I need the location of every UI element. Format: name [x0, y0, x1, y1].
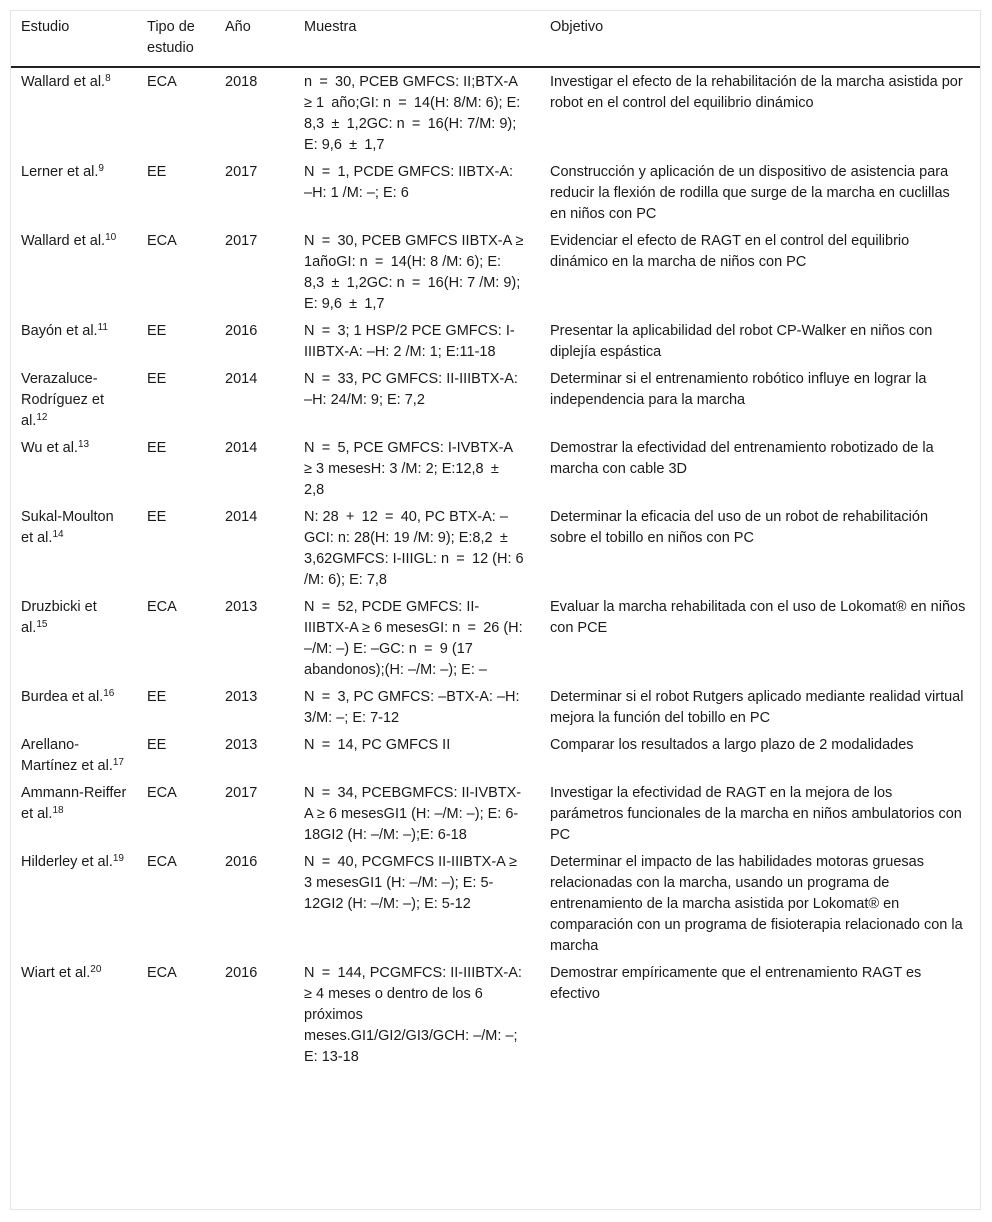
reference-number: 14 — [52, 529, 64, 540]
reference-number: 19 — [112, 853, 124, 864]
reference-number: 10 — [105, 232, 117, 243]
table-row — [11, 317, 980, 365]
study-name: Wu et al. — [21, 440, 78, 456]
study-name: Lerner et al. — [21, 164, 99, 180]
study-name: Burdea et al. — [21, 689, 104, 705]
study-name: Druzbicki et al. — [21, 599, 97, 636]
study-name: Wallard et al. — [21, 233, 106, 249]
cell-muestra: N = 1, PCDE GMFCS: IIBTX-A: –H: 1 /M: –; E: 6 — [304, 164, 514, 201]
table-row — [11, 227, 980, 317]
cell-anio: 2017 — [225, 164, 258, 180]
table-row — [11, 779, 980, 848]
cell-tipo: ECA — [147, 965, 177, 981]
cell-objetivo: Determinar si el robot Rutgers aplicado mediante realidad virtual mejora la función del tobillo en PC — [550, 689, 964, 726]
cell-anio: 2013 — [225, 737, 258, 753]
reference-number: 15 — [36, 619, 48, 630]
cell-tipo: EE — [147, 371, 167, 387]
cell-anio: 2013 — [225, 599, 258, 615]
reference-number: 9 — [98, 163, 104, 174]
cell-estudio — [11, 67, 137, 158]
cell-anio: 2018 — [225, 74, 258, 90]
cell-anio: 2013 — [225, 689, 258, 705]
cell-estudio — [11, 779, 137, 848]
cell-muestra: N = 33, PC GMFCS: II-IIIBTX-A: –H: 24/M: 9; E: 7,2 — [304, 371, 518, 408]
cell-objetivo: Presentar la aplicabilidad del robot CP-Walker en niños con diplejía espástica — [550, 323, 933, 360]
header-anio: Año — [215, 11, 294, 67]
cell-muestra: n = 30, PCEB GMFCS: II;BTX-A ≥ 1 año;GI: n = 14(H: 8/M: 6); E: 8,3 ± 1,2GC: n = 16(H: 7/M: 9); E: 9,6 ± 1,7 — [304, 74, 521, 153]
cell-muestra: N = 5, PCE GMFCS: I-IVBTX-A ≥ 3 mesesH: 3 /M: 2; E:12,8 ± 2,8 — [304, 440, 513, 498]
reference-number: 12 — [36, 412, 48, 423]
cell-muestra: N = 40, PCGMFCS II-IIIBTX-A ≥ 3 mesesGI1 (H: –/M: –); E: 5-12GI2 (H: –/M: –); E: 5-12 — [304, 854, 518, 912]
reference-number: 13 — [77, 439, 90, 450]
cell-estudio — [11, 158, 137, 227]
cell-muestra: N = 52, PCDE GMFCS: II-IIIBTX-A ≥ 6 mesesGI: n = 26 (H: –/M: –) E: –GC: n = 9 (17 abandonos);(H: –/M: –); E: – — [304, 599, 523, 678]
cell-estudio — [11, 317, 137, 365]
cell-objetivo: Comparar los resultados a largo plazo de 2 modalidades — [550, 737, 914, 753]
header-muestra: Muestra — [294, 11, 540, 67]
cell-estudio — [11, 503, 137, 593]
cell-tipo: EE — [147, 737, 167, 753]
header-estudio: Estudio — [11, 11, 137, 67]
cell-muestra: N = 14, PC GMFCS II — [304, 737, 451, 753]
cell-muestra: N = 3; 1 HSP/2 PCE GMFCS: I-IIIBTX-A: –H: 2 /M: 1; E:11-18 — [304, 323, 515, 360]
cell-objetivo: Determinar si el entrenamiento robótico influye en lograr la independencia para la marcha — [550, 371, 927, 408]
header-objetivo: Objetivo — [540, 11, 980, 67]
cell-objetivo: Construcción y aplicación de un dispositivo de asistencia para reducir la flexión de rodilla que surge de la marcha en cuclillas en niños con PC — [550, 164, 950, 222]
table-row — [11, 848, 980, 959]
cell-objetivo: Evidenciar el efecto de RAGT en el control del equilibrio dinámico en la marcha de niños con PC — [550, 233, 910, 270]
study-name: Bayón et al. — [21, 323, 98, 339]
cell-tipo: ECA — [147, 785, 177, 801]
cell-tipo: ECA — [147, 233, 177, 249]
studies-table — [11, 11, 980, 1070]
cell-anio: 2016 — [225, 323, 258, 339]
cell-muestra: N = 34, PCEBGMFCS: II-IVBTX-A ≥ 6 mesesGI1 (H: –/M: –); E: 6-18GI2 (H: –/M: –);E: 6-18 — [304, 785, 522, 843]
table-row — [11, 683, 980, 731]
cell-estudio — [11, 683, 137, 731]
cell-estudio — [11, 593, 137, 683]
cell-tipo: ECA — [147, 854, 177, 870]
study-name: Hilderley et al. — [21, 854, 113, 870]
cell-objetivo: Demostrar la efectividad del entrenamiento robotizado de la marcha con cable 3D — [550, 440, 934, 477]
cell-tipo: EE — [147, 164, 167, 180]
cell-estudio — [11, 731, 137, 779]
table-header-row — [11, 11, 980, 67]
reference-number: 17 — [112, 757, 124, 768]
cell-estudio — [11, 848, 137, 959]
cell-tipo: ECA — [147, 74, 177, 90]
study-name: Verazaluce-Rodríguez et al. — [21, 371, 105, 429]
cell-anio: 2016 — [225, 965, 258, 981]
table-container — [10, 10, 981, 1210]
study-name: Wallard et al. — [21, 74, 106, 90]
cell-objetivo: Demostrar empíricamente que el entrenamiento RAGT es efectivo — [550, 965, 922, 1002]
cell-anio: 2016 — [225, 854, 258, 870]
reference-number: 20 — [90, 964, 102, 975]
cell-anio: 2014 — [225, 440, 258, 456]
cell-anio: 2014 — [225, 509, 258, 525]
table-row — [11, 434, 980, 503]
cell-objetivo: Determinar la eficacia del uso de un robot de rehabilitación sobre el tobillo en niños con PC — [550, 509, 929, 546]
cell-muestra: N = 30, PCEB GMFCS IIBTX-A ≥ 1añoGI: n = 14(H: 8 /M: 6); E: 8,3 ± 1,2GC: n = 16(H: 7 /M: 9); E: 9,6 ± 1,7 — [304, 233, 524, 312]
study-name: Sukal-Moulton et al. — [21, 509, 114, 546]
cell-tipo: ECA — [147, 599, 177, 615]
table-row — [11, 67, 980, 158]
table-row — [11, 365, 980, 434]
reference-number: 11 — [97, 322, 108, 333]
study-name: Arellano-Martínez et al. — [21, 737, 113, 774]
reference-number: 18 — [52, 805, 64, 816]
cell-estudio — [11, 434, 137, 503]
cell-objetivo: Investigar el efecto de la rehabilitación de la marcha asistida por robot en el control del equilibrio dinámico — [550, 74, 963, 111]
cell-anio: 2017 — [225, 785, 258, 801]
study-name: Wiart et al. — [21, 965, 91, 981]
cell-muestra: N: 28 + 12 = 40, PC BTX-A: –GCI: n: 28(H: 19 /M: 9); E:8,2 ± 3,62GMFCS: I-IIIGL: n = 12 (H: 6 /M: 6); E: 7,8 — [304, 509, 524, 588]
study-name: Ammann-Reiffer et al. — [21, 785, 127, 822]
table-row — [11, 959, 980, 1070]
table-row — [11, 158, 980, 227]
header-tipo: Tipo de estudio — [137, 11, 215, 67]
cell-tipo: EE — [147, 323, 167, 339]
table-row — [11, 731, 980, 779]
reference-number: 16 — [103, 688, 115, 699]
table-row — [11, 593, 980, 683]
cell-muestra: N = 3, PC GMFCS: –BTX-A: –H: 3/M: –; E: 7-12 — [304, 689, 520, 726]
cell-estudio — [11, 227, 137, 317]
cell-objetivo: Determinar el impacto de las habilidades motoras gruesas relacionadas con la marcha, usando un programa de entrenamiento de la marcha asistida por Lokomat® en comparación con un programa de fisioterapia relacionado con la marcha — [550, 854, 963, 954]
cell-anio: 2017 — [225, 233, 258, 249]
cell-estudio — [11, 365, 137, 434]
cell-objetivo: Evaluar la marcha rehabilitada con el uso de Lokomat® en niños con PCE — [550, 599, 966, 636]
cell-estudio — [11, 959, 137, 1070]
table-row — [11, 503, 980, 593]
cell-objetivo: Investigar la efectividad de RAGT en la mejora de los parámetros funcionales de la marcha en niños ambulatorios con PC — [550, 785, 962, 843]
reference-number: 8 — [105, 73, 111, 84]
cell-tipo: EE — [147, 689, 167, 705]
cell-muestra: N = 144, PCGMFCS: II-IIIBTX-A: ≥ 4 meses o dentro de los 6 próximos meses.GI1/GI2/GI3/GCH: –/M: –; E: 13-18 — [304, 965, 522, 1065]
cell-anio: 2014 — [225, 371, 258, 387]
cell-tipo: EE — [147, 440, 167, 456]
cell-tipo: EE — [147, 509, 167, 525]
